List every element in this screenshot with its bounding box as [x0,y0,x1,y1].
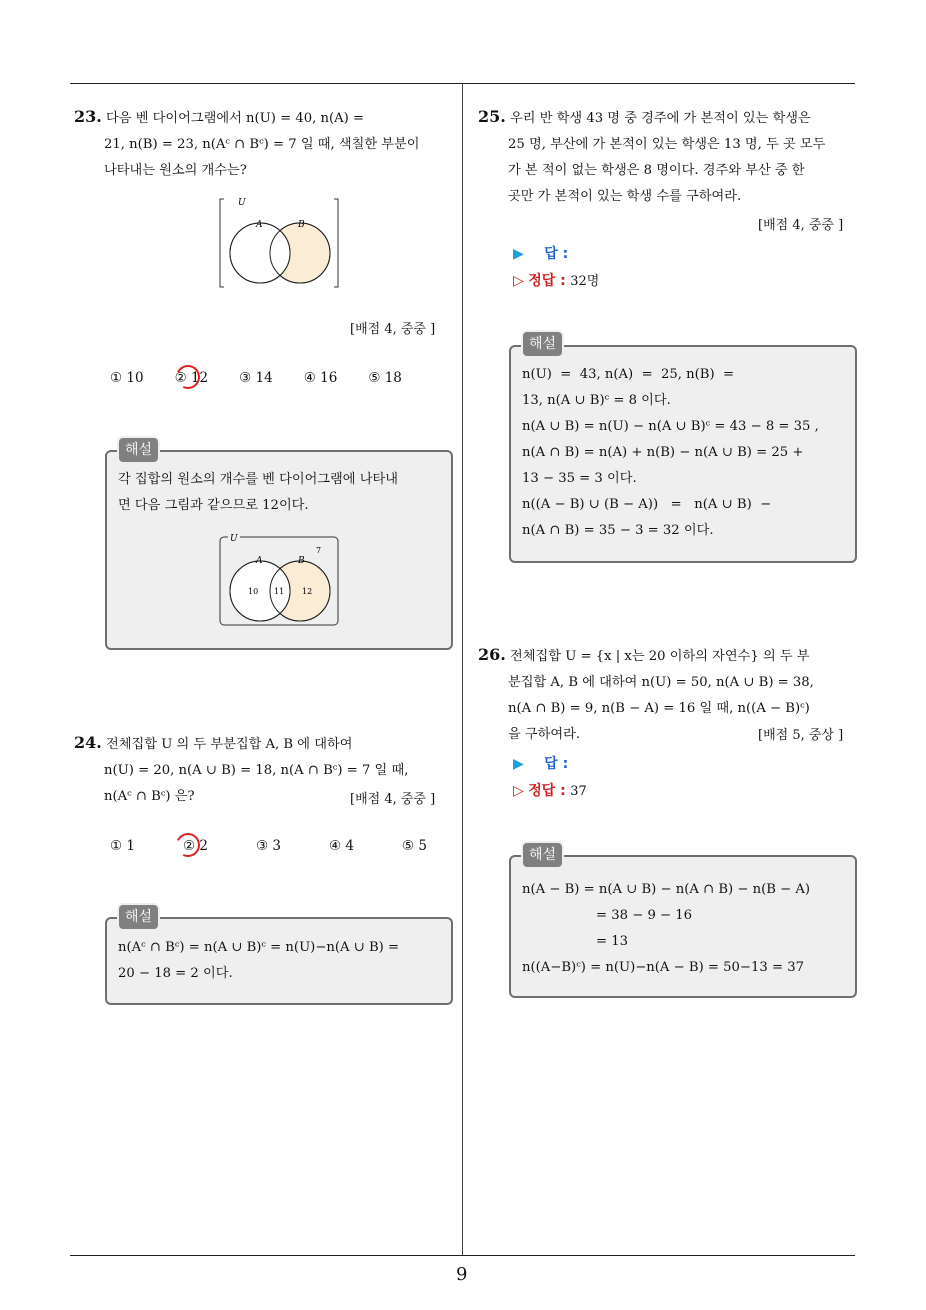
outline-triangle-icon: ▷ [513,273,524,289]
question-24-line2: n(U) = 20, n(A ∪ B) = 18, n(A ∩ Bᶜ) = 7 일 때, [104,763,409,778]
solution-tag: 해설 [521,330,564,358]
solution-line: 13, n(A ∪ B)ᶜ = 8 이다. [522,393,671,408]
question-24-score: [배점 4, 중중 ] [350,792,436,807]
question-26-answer[interactable] [513,753,568,773]
play-triangle-icon: ▶ [513,756,524,772]
question-25-line3: 가 본 적이 없는 학생은 8 명이다. 경주와 부산 중 한 [508,163,805,178]
solution-line: n(A ∪ B) = n(U) − n(A ∪ B)ᶜ = 43 − 8 = 35 , [522,419,819,434]
solution-venn-diagram [218,533,342,629]
sol-venn-label-u: U [230,534,238,544]
solution-line: = 38 − 9 − 16 [596,908,693,923]
question-24-line3: n(Aᶜ ∩ Bᶜ) 은? [104,789,195,804]
question-24-choices [110,838,458,854]
solution-line: n(U) = 43, n(A) = 25, n(B) = [522,367,735,382]
question-23-line3: 나타내는 원소의 개수는? [104,163,247,178]
question-23-line2: 21, n(B) = 23, n(Aᶜ ∩ Bᶜ) = 7 일 때, 색칠한 부분이 [104,137,420,152]
question-25-line1: 우리 반 학생 43 명 중 경주에 가 본적이 있는 학생은 [510,111,811,126]
choice-4[interactable]: ④ 16 [303,370,338,386]
question-23-line1: 다음 벤 다이어그램에서 n(U) = 40, n(A) = [106,111,365,126]
question-26-line3: n(A ∩ B) = 9, n(B − A) = 16 일 때, n((A − B)ᶜ) [508,701,810,716]
question-26-score: [배점 5, 중상 ] [758,728,844,743]
choice-1[interactable]: ① 1 [110,838,135,854]
solution-line: n(A ∩ B) = n(A) + n(B) − n(A ∪ B) = 25 + [522,445,804,460]
solution-line: 13 − 35 = 3 이다. [522,471,637,486]
solution-line: 20 − 18 = 2 이다. [118,966,233,981]
solution-tag: 해설 [117,903,160,931]
sol-venn-outside: 7 [316,546,322,555]
question-25 [478,104,863,210]
footer-rule [70,1255,855,1256]
correct-answer-mark [173,830,204,861]
question-26-correct [513,780,587,800]
question-26-solution [522,877,852,981]
sol-venn-both: 11 [274,587,285,596]
question-24-number: 24. [74,733,102,752]
choice-2[interactable]: ② 2 [182,838,208,854]
correct-value: 37 [570,784,587,799]
venn-label-a: A [256,220,263,230]
answer-label: 답 : [544,246,569,262]
column-divider [462,83,463,1255]
solution-line: n((A − B) ∪ (B − A)) = n(A ∪ B) − [522,497,772,512]
solution-line: n(Aᶜ ∩ Bᶜ) = n(A ∪ B)ᶜ = n(U)−n(A ∪ B) = [118,940,400,955]
question-23-venn-diagram [218,195,342,291]
question-25-answer[interactable] [513,243,568,263]
choice-1[interactable]: ① 10 [110,370,144,386]
page-number: 9 [456,1264,468,1285]
venn-label-b: B [298,220,305,230]
play-triangle-icon: ▶ [513,246,524,262]
solution-line: n(A − B) = n(A ∪ B) − n(A ∩ B) − n(B − A) [522,882,811,897]
correct-value: 32명 [570,274,600,289]
choice-5[interactable]: ⑤ 5 [401,838,427,854]
question-23-solution [118,467,448,519]
correct-answer-mark [173,362,204,393]
question-26-line1: 전체집합 U = {x | x는 20 이하의 자연수} 의 두 부 [510,649,810,664]
choice-2[interactable]: ② 12 [174,370,209,386]
question-23-choices [110,370,433,386]
question-26-line2: 분집합 A, B 에 대하여 n(U) = 50, n(A ∪ B) = 38, [508,675,814,690]
question-26-line4: 을 구하여라. [508,727,581,742]
question-25-line4: 곳만 가 본적이 있는 학생 수를 구하여라. [508,189,742,204]
question-24-line1: 전체집합 U 의 두 부분집합 A, B 에 대하여 [106,737,353,752]
sol-venn-a-only: 10 [248,587,259,596]
correct-label: 정답 : [528,783,566,799]
question-25-correct [513,270,599,290]
sol-venn-label-a: A [256,556,263,566]
question-24-solution [118,935,448,987]
solution-line: 각 집합의 원소의 개수를 벤 다이어그램에 나타내 [118,472,398,487]
solution-line: = 13 [596,934,629,949]
sol-venn-label-b: B [298,556,305,566]
outline-triangle-icon: ▷ [513,783,524,799]
answer-label: 답 : [544,756,569,772]
sol-venn-b-only: 12 [302,587,313,596]
choice-3[interactable]: ③ 14 [239,370,273,386]
solution-line: n(A ∩ B) = 35 − 3 = 32 이다. [522,523,714,538]
solution-tag: 해설 [117,436,160,464]
solution-line: 면 다음 그림과 같으므로 12이다. [118,498,309,513]
choice-4[interactable]: ④ 4 [328,838,354,854]
correct-label: 정답 : [528,273,566,289]
question-23-number: 23. [74,107,102,126]
choice-5[interactable]: ⑤ 18 [368,370,402,386]
choice-3[interactable]: ③ 3 [255,838,281,854]
question-26-number: 26. [478,645,506,664]
question-25-score: [배점 4, 중중 ] [758,218,844,233]
question-25-number: 25. [478,107,506,126]
solution-line: n((A−B)ᶜ) = n(U)−n(A − B) = 50−13 = 37 [522,960,804,975]
question-23-score: [배점 4, 중중 ] [350,322,436,337]
venn-label-u: U [238,198,246,208]
solution-tag: 해설 [521,841,564,869]
question-23 [74,104,454,184]
question-25-line2: 25 명, 부산에 가 본적이 있는 학생은 13 명, 두 곳 모두 [508,137,826,152]
question-25-solution [522,362,847,544]
